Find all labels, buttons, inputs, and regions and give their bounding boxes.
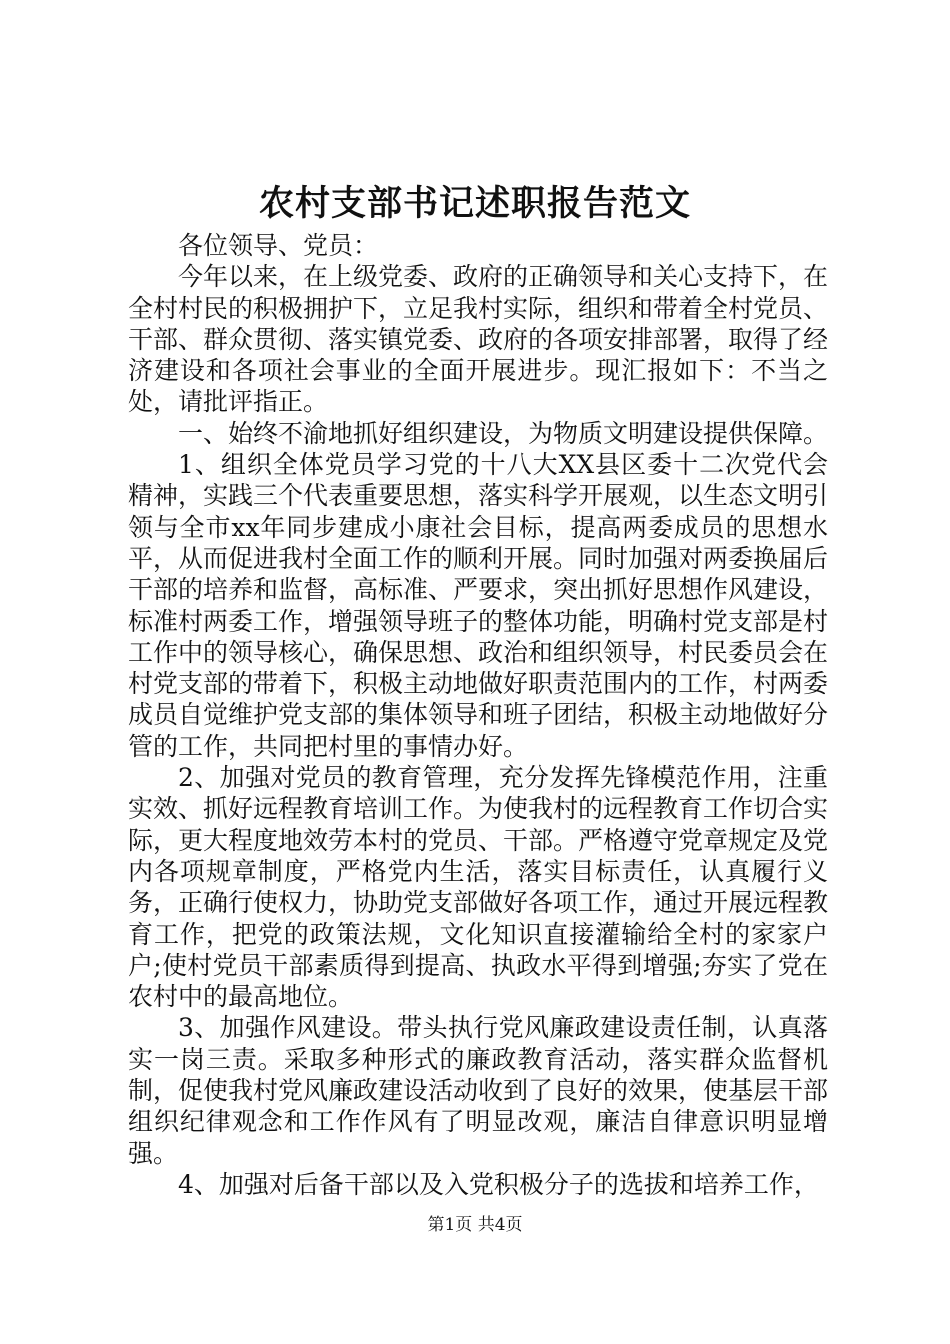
page-footer: 第1页 共4页 [427, 1215, 523, 1235]
item-paragraph-3: 3、加强作风建设。带头执行党风廉政建设责任制，认真落实一岗三责。采取多种形式的廉政教育活动，落实群众监督机制，促使我村党风廉政建设活动收到了良好的效果，使基层干部组织纪律观念和工作作风有了明显改观，廉洁自律意识明显增强。 [128, 1013, 829, 1168]
item-paragraph-4: 4、加强对后备干部以及入党积极分子的选拔和培养工作， [178, 1169, 819, 1199]
salutation: 各位领导、党员： [178, 231, 379, 260]
item-paragraph-2: 2、加强对党员的教育管理，充分发挥先锋模范作用，注重实效、抓好远程教育培训工作。为使我村的远程教育工作切合实际，更大程度地效劳本村的党员、干部。严格遵守党章规定及党内各项规章制度，严格党内生活，落实目标责任，认真履行义务，正确行使权力，协助党支部做好各项工作，通过开展远程教育工作，把党的政策法规，文化知识直接灌输给全村的家家户户;使村党员干部素质得到提高、执政水平得到增强;夯实了党在农村中的最高地位。 [128, 763, 829, 1012]
document-body [128, 230, 828, 1200]
intro-paragraph: 今年以来，在上级党委、政府的正确领导和关心支持下，在全村村民的积极拥护下，立足我村实际，组织和带着全村党员、干部、群众贯彻、落实镇党委、政府的各项安排部署，取得了经济建设和各项社会事业的全面开展进步。现汇报如下：不当之处，请批评指正。 [128, 262, 829, 417]
item-paragraph-1: 1、组织全体党员学习党的十八大XX县区委十二次党代会精神，实践三个代表重要思想，落实科学开展观，以生态文明引领与全市xx年同步建成小康社会目标，提高两委成员的思想水平，从而促进我村全面工作的顺利开展。同时加强对两委换届后干部的培养和监督，高标准、严要求，突出抓好思想作风建设，标准村两委工作，增强领导班子的整体功能，明确村党支部是村工作中的领导核心，确保思想、政治和组织领导，村民委员会在村党支部的带着下，积极主动地做好职责范围内的工作，村两委成员自觉维护党支部的集体领导和班子团结，积极主动地做好分管的工作，共同把村里的事情办好。 [128, 450, 829, 761]
section-heading: 一、始终不渝地抓好组织建设，为物质文明建设提供保障。 [178, 418, 829, 448]
document-title: 农村支部书记述职报告范文 [258, 183, 691, 224]
